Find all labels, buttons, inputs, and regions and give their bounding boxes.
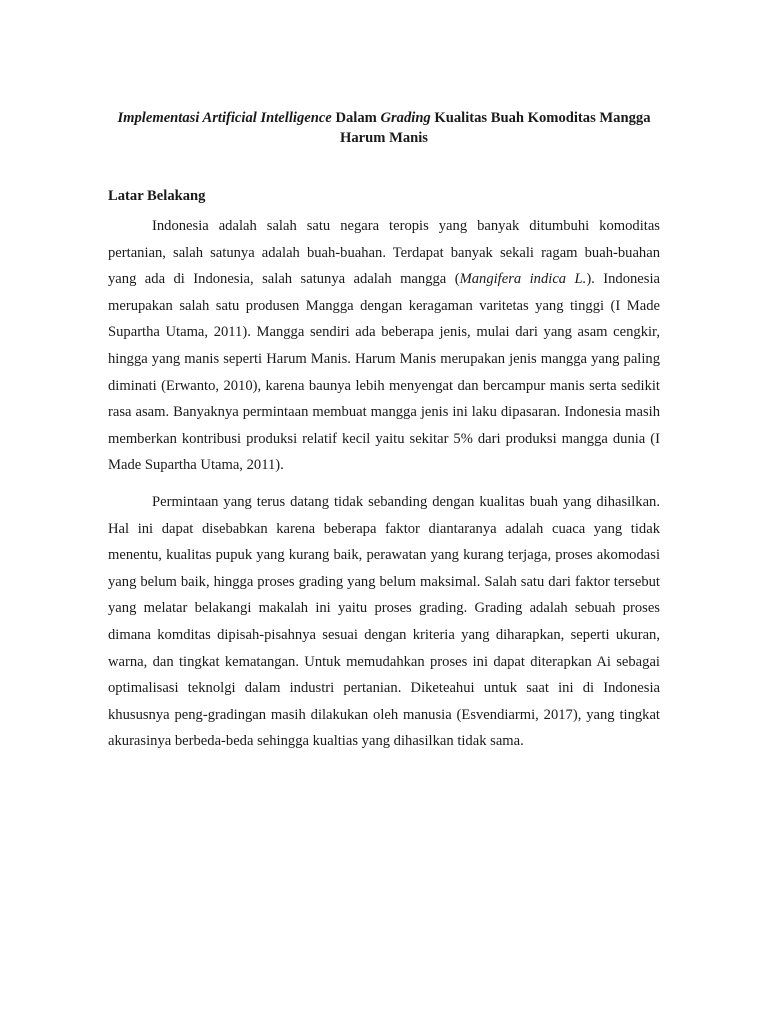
- title-italic-part-3: Grading: [380, 110, 431, 126]
- document-title: [108, 108, 660, 148]
- paragraph-1-text-b: ). Indonesia merupakan salah satu produsen Mangga dengan keragaman varitetas yang tinggi (I Made Supartha Utama, 2011). Mangga sendiri ada beberapa jenis, mulai dari yang asam cengkir, hingga yang manis seperti Harum Manis. Harum Manis merupakan jenis mangga yang paling diminati (Erwanto, 2010), karena baunya lebih menyengat dan bercampur manis serta sedikit rasa asam. Banyaknya permintaan membuat mangga jenis ini laku dipasaran. Indonesia masih memberkan kontribusi produksi relatif kecil yaitu sekitar 5% dari produksi mangga dunia (I Made Supartha Utama, 2011).: [108, 271, 660, 474]
- title-italic-part-1: Implementasi Artificial Intelligence: [117, 110, 332, 126]
- document-page: [108, 108, 660, 750]
- title-part-2: Dalam: [331, 110, 381, 126]
- title-part-4: Kualitas Buah Komoditas Mangga Harum Manis: [340, 110, 651, 146]
- section-heading: Latar Belakang: [108, 188, 206, 204]
- section-body: [108, 213, 660, 765]
- paragraph-1-scientific-name: Mangifera indica L.: [459, 271, 587, 288]
- paragraph-1: [108, 213, 660, 479]
- paragraph-2: Permintaan yang terus datang tidak sebanding dengan kualitas buah yang dihasilkan. Hal ini dapat disebabkan karena beberapa faktor diantaranya adalah cuaca yang tidak menentu, kualitas pupuk yang kurang baik, perawatan yang kurang terjaga, proses akomodasi yang belum baik, hingga proses grading yang belum maksimal. Salah satu dari faktor tersebut yang melatar belakangi makalah ini yaitu proses grading. Grading adalah sebuah proses dimana komditas dipisah-pisahnya sesuai dengan kriteria yang diharapkan, seperti ukuran, warna, dan tingkat kematangan. Untuk memudahkan proses ini dapat diterapkan Ai sebagai optimalisasi teknolgi dalam industri pertanian. Diketeahui untuk saat ini di Indonesia khususnya peng-gradingan masih dilakukan oleh manusia (Esvendiarmi, 2017), yang tingkat akurasinya berbeda-beda sehingga kualtias yang dihasilkan tidak sama.: [108, 493, 660, 750]
- paragraph-1-text-a: Indonesia adalah salah satu negara teropis yang banyak ditumbuhi komoditas pertanian, salah satunya adalah buah-buahan. Terdapat banyak sekali ragam buah-buahan yang ada di Indonesia, salah satunya adalah mangga (: [108, 218, 660, 288]
